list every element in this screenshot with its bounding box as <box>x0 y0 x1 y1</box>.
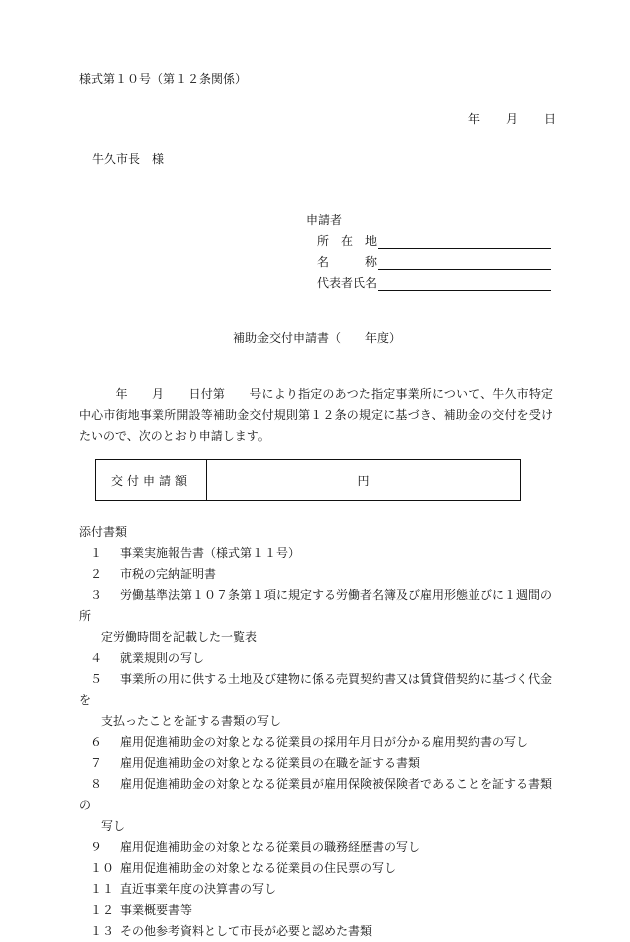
representative-underline <box>378 289 551 291</box>
amount-table <box>95 459 521 501</box>
name-field[interactable] <box>317 254 377 270</box>
attachment-item <box>79 732 555 753</box>
attachment-item <box>79 669 555 732</box>
address-field[interactable] <box>317 233 377 249</box>
attachment-text-continued: 定労働時間を記載した一覧表 <box>101 630 258 644</box>
attachment-text-continued: 支払ったことを証する書類の写し <box>101 714 282 728</box>
attachment-item <box>79 858 555 879</box>
attachment-text: 就業規則の写し <box>120 651 205 665</box>
attachment-text: 直近事業年度の決算書の写し <box>120 882 277 896</box>
representative-label: 代表者氏名 <box>317 276 378 290</box>
attachment-text: 雇用促進補助金の対象となる従業員の在職を証する書類 <box>120 756 421 770</box>
applicant-label: 申請者 <box>306 213 343 227</box>
attachment-text: 事業所の用に供する土地及び建物に係る売買契約書又は賃貸借契約に基づく代金を <box>79 672 553 707</box>
address-label: 所 在 地 <box>317 234 378 248</box>
attachment-number: １１ <box>90 882 115 896</box>
attachment-item <box>79 543 555 564</box>
attachment-text: 雇用促進補助金の対象となる従業員の採用年月日が分かる雇用契約書の写し <box>120 735 529 749</box>
attachment-number: ８ <box>90 777 103 791</box>
document-title: 補助金交付申請書（ 年度） <box>233 331 402 345</box>
attachment-item <box>79 648 555 669</box>
attachment-text: 雇用促進補助金の対象となる従業員の住民票の写し <box>120 861 397 875</box>
attachment-item <box>79 564 555 585</box>
attachment-text: 事業概要書等 <box>120 903 193 917</box>
name-label: 名 称 <box>317 255 378 269</box>
form-number: 様式第１０号（第１２条関係） <box>79 72 248 86</box>
date-month: 月 <box>506 112 519 126</box>
attachment-number: ７ <box>90 756 103 770</box>
attachment-text: 雇用促進補助金の対象となる従業員が雇用保険被保険者であることを証する書類の <box>79 777 553 812</box>
representative-field[interactable] <box>317 275 377 291</box>
address-underline <box>378 247 551 249</box>
attachment-text: その他参考資料として市長が必要と認めた書類 <box>120 924 373 938</box>
attachment-item <box>79 753 555 774</box>
amount-label: 交付申請額 <box>96 460 207 500</box>
amount-unit: 円 <box>357 473 370 488</box>
attachment-number: ６ <box>90 735 103 749</box>
date-year: 年 <box>468 112 481 126</box>
attachment-number: ２ <box>90 567 103 581</box>
attachment-number: １０ <box>90 861 115 875</box>
body-paragraph: 年 月 日付第 号により指定のあつた指定事業所について、牛久市特定中心市街地事業所開設等補助金交付規則第１２条の規定に基づき、補助金の交付を受けたいので、次のとおり申請します。 <box>79 387 553 443</box>
attachment-number: ３ <box>90 588 103 602</box>
attachment-text-continued: 写し <box>101 819 126 833</box>
attachment-number: １ <box>90 546 103 560</box>
attachment-number: ９ <box>90 840 103 854</box>
attachment-number: １３ <box>90 924 115 938</box>
attachment-item <box>79 921 555 942</box>
date-day: 日 <box>544 112 557 126</box>
name-underline <box>378 268 551 270</box>
attachments-list <box>79 543 555 942</box>
attachment-number: ５ <box>90 672 103 686</box>
attachment-item <box>79 774 555 837</box>
attachment-text: 市税の完納証明書 <box>120 567 217 581</box>
attachment-text: 雇用促進補助金の対象となる従業員の職務経歴書の写し <box>120 840 421 854</box>
attachment-item <box>79 585 555 648</box>
date-line <box>468 111 556 127</box>
attachment-number: ４ <box>90 651 103 665</box>
attachment-item <box>79 900 555 921</box>
attachments-heading: 添付書類 <box>79 525 128 539</box>
amount-value-cell[interactable] <box>207 460 520 500</box>
attachment-text: 事業実施報告書（様式第１１号） <box>120 546 301 560</box>
attachment-item <box>79 837 555 858</box>
attachment-number: １２ <box>90 903 115 917</box>
attachment-item <box>79 879 555 900</box>
addressee: 牛久市長 様 <box>92 152 165 166</box>
attachment-text: 労働基準法第１０７条第１項に規定する労働者名簿及び雇用形態並びに１週間の所 <box>79 588 553 623</box>
